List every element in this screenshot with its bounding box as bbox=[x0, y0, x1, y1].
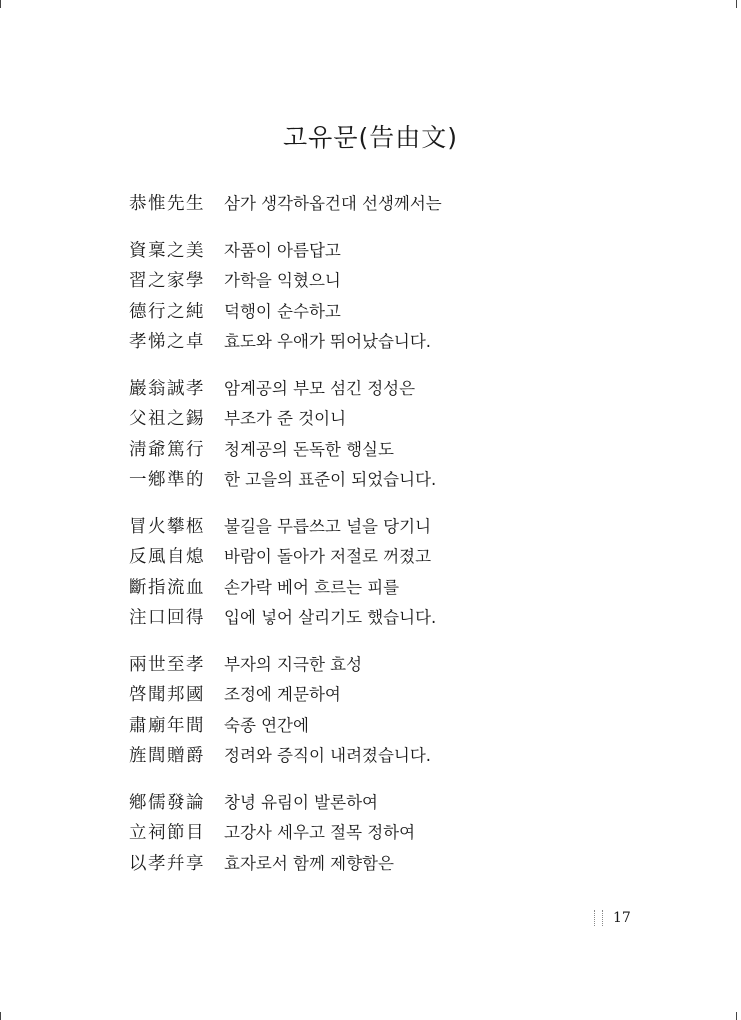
verse-line bbox=[129, 651, 609, 682]
verse-line bbox=[129, 513, 609, 544]
korean-translation: 불길을 무릅쓰고 널을 당기니 bbox=[224, 516, 432, 536]
crop-mark-bottom-right bbox=[736, 1012, 737, 1020]
korean-translation: 바람이 돌아가 저절로 꺼졌고 bbox=[224, 547, 432, 566]
verse-line bbox=[129, 742, 609, 773]
korean-translation: 창녕 유림이 발론하여 bbox=[224, 792, 378, 812]
verse-line bbox=[129, 574, 609, 605]
verse-line bbox=[129, 819, 609, 850]
verse-line bbox=[129, 328, 609, 359]
hanja-text: 反風自熄 bbox=[129, 547, 205, 567]
korean-translation: 부자의 지극한 효성 bbox=[224, 654, 363, 674]
hanja-text: 一鄕準的 bbox=[129, 470, 205, 490]
korean-translation: 삼가 생각하옵건대 선생께서는 bbox=[224, 194, 442, 213]
hanja-text: 啓聞邦國 bbox=[129, 685, 205, 705]
hanja-text: 注口回得 bbox=[129, 608, 205, 628]
hanja-text: 肅廟年間 bbox=[129, 715, 205, 736]
hanja-text: 淸爺篤行 bbox=[129, 439, 205, 460]
korean-translation: 정려와 증직이 내려졌습니다. bbox=[224, 746, 432, 765]
hanja-text: 父祖之錫 bbox=[129, 409, 205, 429]
hanja-text: 鄕儒發論 bbox=[129, 792, 205, 813]
korean-translation: 청계공의 돈독한 행실도 bbox=[224, 439, 394, 459]
crop-mark-top-right bbox=[736, 0, 737, 8]
footer-ornament-icon bbox=[594, 910, 603, 926]
korean-translation: 손가락 베어 흐르는 피를 bbox=[224, 577, 400, 597]
verse-line bbox=[129, 190, 609, 221]
page-title: 고유문(告由文) bbox=[283, 123, 458, 152]
korean-translation: 입에 넣어 살리기도 했습니다. bbox=[224, 608, 437, 627]
stanza bbox=[129, 513, 609, 635]
hanja-text: 德行之純 bbox=[129, 301, 205, 322]
korean-translation: 자품이 아름답고 bbox=[224, 240, 341, 260]
verse-line bbox=[129, 712, 609, 743]
verse-line bbox=[129, 436, 609, 467]
hanja-text: 兩世至孝 bbox=[129, 654, 205, 675]
stanza bbox=[129, 237, 609, 359]
hanja-text: 恭惟先生 bbox=[129, 194, 205, 214]
verse-line bbox=[129, 466, 609, 497]
hanja-text: 冒火攀柩 bbox=[129, 516, 205, 537]
korean-translation: 한 고을의 표준이 되었습니다. bbox=[224, 470, 437, 489]
stanza bbox=[129, 375, 609, 497]
verse-line bbox=[129, 789, 609, 820]
korean-translation: 부조가 준 것이니 bbox=[224, 409, 347, 428]
stanza bbox=[129, 190, 609, 221]
verse-line bbox=[129, 850, 609, 881]
korean-translation: 암계공의 부모 섬긴 정성은 bbox=[224, 378, 416, 398]
verse-line bbox=[129, 267, 609, 298]
hanja-text: 習之家學 bbox=[129, 271, 205, 291]
korean-translation: 고강사 세우고 절목 정하여 bbox=[224, 823, 416, 842]
korean-translation: 효자로서 함께 제향함은 bbox=[224, 853, 394, 873]
verse-line bbox=[129, 681, 609, 712]
korean-translation: 숙종 연간에 bbox=[224, 715, 309, 735]
hanja-text: 資稟之美 bbox=[129, 240, 205, 261]
verse-line bbox=[129, 375, 609, 406]
hanja-text: 以孝幷享 bbox=[129, 853, 205, 874]
verse-line bbox=[129, 604, 609, 635]
text-body bbox=[129, 190, 609, 896]
verse-line bbox=[129, 405, 609, 436]
crop-mark-bottom-left bbox=[0, 1012, 1, 1020]
verse-line bbox=[129, 543, 609, 574]
hanja-text: 孝悌之卓 bbox=[129, 332, 205, 352]
page-number: 17 bbox=[613, 910, 631, 926]
crop-mark-top-left bbox=[0, 0, 1, 8]
stanza bbox=[129, 651, 609, 773]
page-footer bbox=[594, 910, 631, 926]
korean-translation: 효도와 우애가 뛰어났습니다. bbox=[224, 332, 432, 351]
korean-translation: 덕행이 순수하고 bbox=[224, 301, 341, 321]
hanja-text: 巖翁誠孝 bbox=[129, 378, 205, 399]
hanja-text: 立祠節目 bbox=[129, 823, 205, 843]
hanja-text: 斷指流血 bbox=[129, 577, 205, 598]
korean-translation: 가학을 익혔으니 bbox=[224, 271, 341, 290]
korean-translation: 조정에 계문하여 bbox=[224, 685, 341, 704]
stanza bbox=[129, 789, 609, 881]
verse-line bbox=[129, 298, 609, 329]
hanja-text: 旌閭贈爵 bbox=[129, 746, 205, 766]
verse-line bbox=[129, 237, 609, 268]
